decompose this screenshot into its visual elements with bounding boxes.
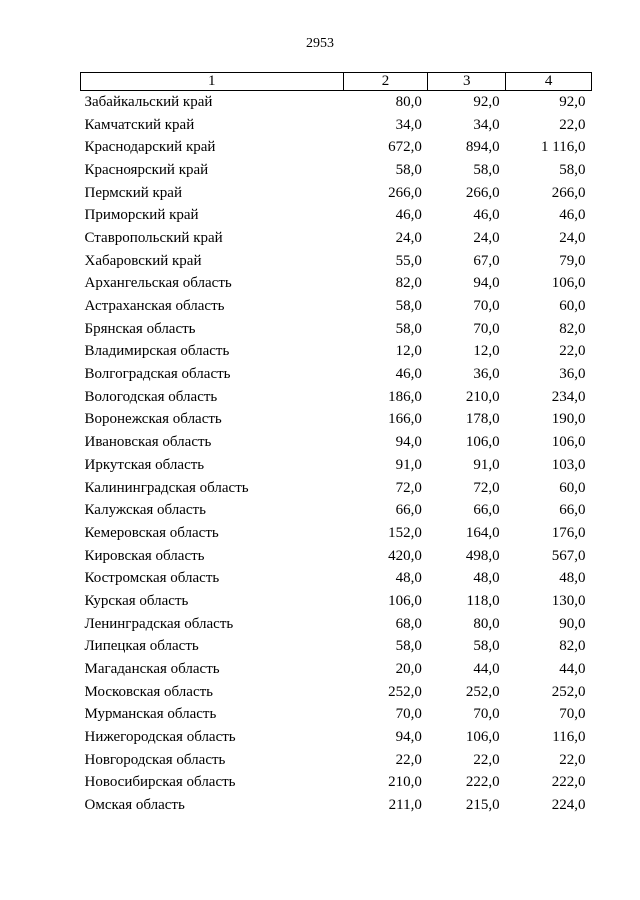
table-row (81, 136, 592, 159)
column-header-3: 3 (428, 73, 506, 91)
value-cell-col3: 222,0 (465, 774, 500, 791)
table-row (81, 477, 592, 500)
value-cell-col2: 72,0 (395, 479, 422, 496)
region-name-cell: Ивановская область (84, 434, 212, 451)
value-cell-col3: 164,0 (465, 524, 500, 541)
value-cell-col4: 22,0 (559, 751, 586, 768)
table-row (81, 386, 592, 409)
value-cell-col3: 91,0 (473, 456, 500, 473)
table-row (81, 681, 592, 704)
value-cell-col3: 67,0 (473, 252, 500, 269)
value-cell-col4: 222,0 (551, 774, 586, 791)
table-row (81, 250, 592, 273)
value-cell-col4: 24,0 (559, 229, 586, 246)
column-header-4: 4 (506, 73, 592, 91)
region-name-cell: Хабаровский край (84, 252, 202, 269)
value-cell-col2: 46,0 (395, 207, 422, 224)
table-row (81, 341, 592, 364)
value-cell-col4: 58,0 (559, 161, 586, 178)
table-row (81, 159, 592, 182)
value-cell-col2: 66,0 (395, 502, 422, 519)
value-cell-col2: 20,0 (395, 661, 422, 678)
value-cell-col4: 66,0 (559, 502, 586, 519)
value-cell-col4: 92,0 (559, 93, 586, 110)
value-cell-col3: 72,0 (473, 479, 500, 496)
value-cell-col3: 66,0 (473, 502, 500, 519)
value-cell-col2: 91,0 (395, 456, 422, 473)
value-cell-col4: 106,0 (551, 275, 586, 292)
region-name-cell: Приморский край (84, 207, 199, 224)
value-cell-col4: 266,0 (551, 184, 586, 201)
region-name-cell: Краснодарский край (84, 139, 216, 156)
value-cell-col3: 70,0 (473, 706, 500, 723)
table-row (81, 273, 592, 296)
value-cell-col3: 210,0 (465, 388, 500, 405)
value-cell-col2: 252,0 (388, 683, 422, 700)
value-cell-col3: 36,0 (473, 366, 500, 383)
value-cell-col2: 210,0 (388, 774, 422, 791)
table-row (81, 772, 592, 795)
value-cell-col4: 176,0 (551, 524, 586, 541)
region-name-cell: Забайкальский край (84, 93, 213, 110)
region-name-cell: Кемеровская область (84, 524, 219, 541)
value-cell-col4: 106,0 (551, 434, 586, 451)
region-name-cell: Красноярский край (84, 161, 209, 178)
table-row (81, 114, 592, 137)
value-cell-col2: 55,0 (395, 252, 422, 269)
value-cell-col3: 92,0 (473, 93, 500, 110)
value-cell-col2: 70,0 (395, 706, 422, 723)
table-row (81, 318, 592, 341)
region-name-cell: Костромская область (84, 570, 220, 587)
value-cell-col4: 1 116,0 (541, 139, 586, 156)
value-cell-col4: 44,0 (559, 661, 586, 678)
region-name-cell: Астраханская область (84, 298, 225, 315)
table-row (81, 704, 592, 727)
value-cell-col4: 46,0 (559, 207, 586, 224)
region-name-cell: Калининградская область (84, 479, 249, 496)
region-name-cell: Вологодская область (84, 388, 218, 405)
region-name-cell: Иркутская область (84, 456, 205, 473)
value-cell-col4: 234,0 (551, 388, 586, 405)
value-cell-col3: 44,0 (473, 661, 500, 678)
region-name-cell: Камчатский край (84, 116, 195, 133)
page-number: 2953 (306, 36, 334, 51)
region-name-cell: Курская область (84, 592, 189, 609)
region-name-cell: Ставропольский край (84, 229, 223, 246)
value-cell-col3: 106,0 (465, 434, 500, 451)
region-name-cell: Магаданская область (84, 661, 220, 678)
value-cell-col3: 894,0 (465, 139, 500, 156)
table-row (81, 454, 592, 477)
value-cell-col3: 22,0 (473, 751, 500, 768)
value-cell-col2: 48,0 (395, 570, 422, 587)
table-row (81, 545, 592, 568)
value-cell-col4: 90,0 (559, 615, 586, 632)
value-cell-col3: 58,0 (473, 161, 500, 178)
table-row (81, 726, 592, 749)
value-cell-col3: 80,0 (473, 615, 500, 632)
value-cell-col3: 46,0 (473, 207, 500, 224)
value-cell-col4: 36,0 (559, 366, 586, 383)
data-table (80, 72, 592, 817)
region-name-cell: Пермский край (84, 184, 182, 201)
table-row (81, 636, 592, 659)
region-name-cell: Волгоградская область (84, 366, 231, 383)
value-cell-col2: 34,0 (395, 116, 422, 133)
table-header (81, 73, 592, 91)
value-cell-col3: 118,0 (466, 592, 500, 609)
value-cell-col4: 190,0 (551, 411, 586, 428)
value-cell-col2: 24,0 (395, 229, 422, 246)
table-row (81, 295, 592, 318)
value-cell-col2: 94,0 (395, 729, 422, 746)
table-row (81, 431, 592, 454)
region-name-cell: Калужская область (84, 502, 206, 519)
value-cell-col4: 70,0 (559, 706, 586, 723)
table-row (81, 590, 592, 613)
value-cell-col2: 82,0 (395, 275, 422, 292)
value-cell-col3: 94,0 (473, 275, 500, 292)
region-name-cell: Брянская область (84, 320, 196, 337)
column-header-1: 1 (81, 73, 344, 91)
value-cell-col4: 103,0 (551, 456, 586, 473)
value-cell-col3: 215,0 (465, 797, 500, 814)
value-cell-col2: 152,0 (388, 524, 422, 541)
table-row (81, 182, 592, 205)
column-header-2: 2 (343, 73, 428, 91)
value-cell-col3: 58,0 (473, 638, 500, 655)
value-cell-col2: 106,0 (388, 592, 422, 609)
table-row (81, 749, 592, 772)
table-row (81, 363, 592, 386)
value-cell-col2: 46,0 (395, 366, 422, 383)
value-cell-col4: 116,0 (552, 729, 586, 746)
value-cell-col2: 68,0 (395, 615, 422, 632)
region-name-cell: Воронежская область (84, 411, 222, 428)
region-name-cell: Омская область (84, 797, 185, 814)
value-cell-col3: 178,0 (465, 411, 500, 428)
value-cell-col3: 24,0 (473, 229, 500, 246)
value-cell-col3: 12,0 (473, 343, 500, 360)
region-name-cell: Новосибирская область (84, 774, 236, 791)
table-row (81, 794, 592, 817)
value-cell-col4: 567,0 (551, 547, 586, 564)
region-name-cell: Мурманская область (84, 706, 217, 723)
table-header-row (81, 73, 592, 91)
value-cell-col4: 22,0 (559, 343, 586, 360)
value-cell-col3: 266,0 (465, 184, 500, 201)
region-name-cell: Нижегородская область (84, 729, 236, 746)
table-row (81, 613, 592, 636)
value-cell-col3: 252,0 (465, 683, 500, 700)
table-row (81, 567, 592, 590)
value-cell-col4: 22,0 (559, 116, 586, 133)
value-cell-col4: 48,0 (559, 570, 586, 587)
value-cell-col3: 106,0 (465, 729, 500, 746)
value-cell-col2: 420,0 (388, 547, 422, 564)
value-cell-col4: 252,0 (551, 683, 586, 700)
value-cell-col4: 224,0 (551, 797, 586, 814)
region-name-cell: Новгородская область (84, 751, 226, 768)
value-cell-col2: 94,0 (395, 434, 422, 451)
value-cell-col3: 48,0 (473, 570, 500, 587)
value-cell-col2: 12,0 (395, 343, 422, 360)
region-name-cell: Архангельская область (84, 275, 232, 292)
table-row (81, 409, 592, 432)
value-cell-col2: 266,0 (388, 184, 422, 201)
value-cell-col2: 22,0 (395, 751, 422, 768)
region-name-cell: Московская область (84, 683, 213, 700)
table-row (81, 499, 592, 522)
value-cell-col2: 80,0 (395, 93, 422, 110)
value-cell-col2: 58,0 (395, 638, 422, 655)
table-row (81, 227, 592, 250)
table-row (81, 522, 592, 545)
table-row (81, 658, 592, 681)
table-body (81, 91, 592, 818)
value-cell-col2: 166,0 (388, 411, 422, 428)
value-cell-col2: 211,0 (388, 797, 422, 814)
table-row (81, 91, 592, 114)
value-cell-col4: 79,0 (559, 252, 586, 269)
region-name-cell: Ленинградская область (84, 615, 234, 632)
value-cell-col2: 58,0 (395, 161, 422, 178)
value-cell-col3: 70,0 (473, 298, 500, 315)
value-cell-col2: 672,0 (388, 139, 422, 156)
value-cell-col2: 186,0 (388, 388, 422, 405)
value-cell-col4: 82,0 (559, 320, 586, 337)
region-name-cell: Липецкая область (84, 638, 199, 655)
value-cell-col2: 58,0 (395, 320, 422, 337)
value-cell-col4: 60,0 (559, 298, 586, 315)
value-cell-col2: 58,0 (395, 298, 422, 315)
region-name-cell: Владимирская область (84, 343, 230, 360)
value-cell-col4: 130,0 (551, 592, 586, 609)
value-cell-col3: 498,0 (465, 547, 500, 564)
table-row (81, 204, 592, 227)
value-cell-col3: 70,0 (473, 320, 500, 337)
value-cell-col4: 60,0 (559, 479, 586, 496)
value-cell-col4: 82,0 (559, 638, 586, 655)
value-cell-col3: 34,0 (473, 116, 500, 133)
region-name-cell: Кировская область (84, 547, 205, 564)
